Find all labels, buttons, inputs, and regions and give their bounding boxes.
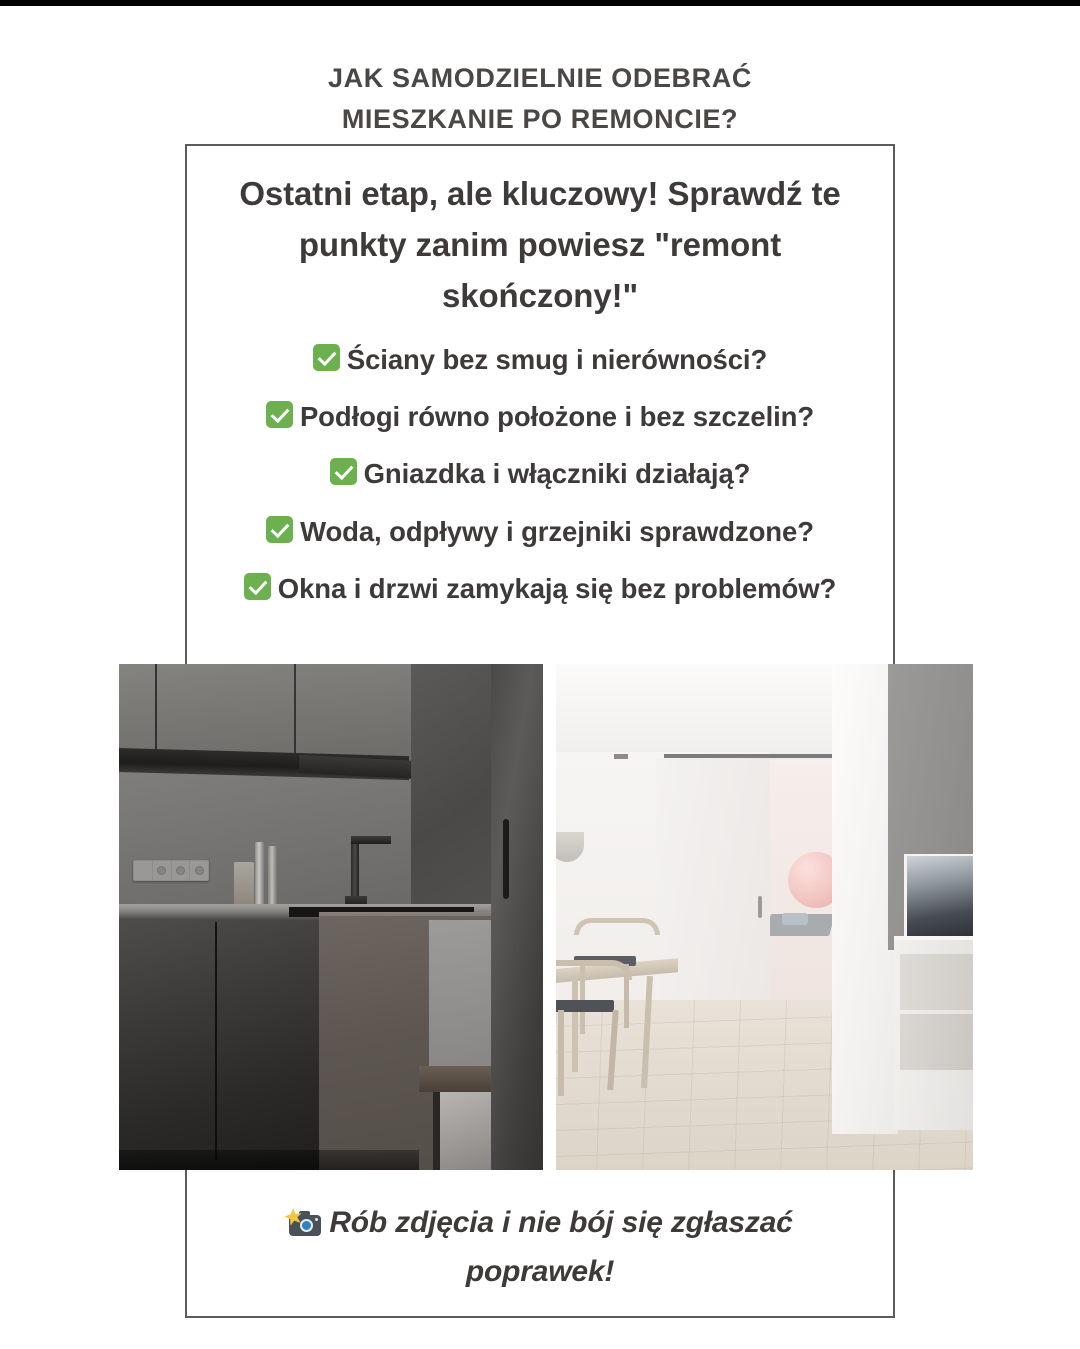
checklist-item [140,330,940,387]
kitchen-jar [234,862,254,908]
footer-line-1-text: Rób zdjęcia i nie bój się zgłaszać [329,1206,793,1239]
cabinet-seam [294,664,296,760]
dining-chair-back [574,918,660,935]
table-leg [433,1092,440,1170]
power-socket [172,861,190,880]
footer-line-1 [185,1198,895,1247]
photo-strip [119,664,973,1170]
checklist-item [140,502,940,559]
footer-note [185,1198,895,1296]
page-title [0,58,1080,140]
checklist-item [140,559,940,616]
page-title-line-1: JAK SAMODZIELNIE ODEBRAĆ [328,63,752,93]
checklist-item [140,387,940,444]
checklist-item-label: Ściany bez smug i nierówności? [346,344,768,376]
power-socket [153,861,171,880]
light-switch [134,861,152,880]
checklist-item-label: Gniazdka i włączniki działają? [363,458,751,490]
lead-line-1: Ostatni etap, ale kluczowy! Sprawdź te [239,175,841,212]
kitchen-lower-cabinets [119,920,319,1170]
door-handle [758,896,762,918]
page-title-line-2: MIESZKANIE PO REMONCIE? [341,104,739,134]
chair-leg [558,1010,564,1096]
dining-chair-seat [556,1000,614,1012]
checklist [140,330,940,616]
cabinet-seam [215,922,217,1160]
check-mark-button-icon [244,573,271,600]
pepper-grinder [255,842,264,908]
bottom-letterbox-bar [0,1345,1080,1349]
toys-on-rug [782,913,808,925]
checklist-item-label: Woda, odpływy i grzejniki sprawdzone? [300,515,814,547]
cabinet-seam [155,664,157,756]
footer-line-2: poprawek! [465,1255,615,1288]
hallway-photo [556,664,973,1170]
top-letterbox-bar [0,0,1080,6]
ceiling-shadow-gap [664,754,834,758]
lead-line-3: skończony!" [441,277,639,314]
kitchen-island-side-panel [429,920,497,1090]
dining-chair-back [556,960,632,980]
wall-sockets [133,860,209,881]
camera-with-flash-icon [287,1210,321,1236]
framed-artwork [904,854,973,938]
kitchen-photo [119,664,543,1170]
lead-line-2: punkty zanim powiesz "remont [298,226,782,263]
ceiling-track [614,754,628,759]
kitchen-faucet-column [351,842,359,904]
sideboard-drawer [900,954,973,1010]
check-mark-button-icon [330,458,357,485]
lead-paragraph [185,168,895,321]
power-socket [190,861,208,880]
kitchen-tall-cabinet [491,664,543,1170]
kitchen-faucet-spout [351,836,391,844]
check-mark-button-icon [266,516,293,543]
checklist-item [140,444,940,501]
cabinet-handle [503,819,509,899]
sideboard-drawer [900,1014,973,1070]
salt-grinder [268,846,277,908]
checklist-item-label: Okna i drzwi zamykają się bez problemów? [277,573,837,605]
checklist-item-label: Podłogi równo położone i bez szczelin? [299,401,815,433]
kitchen-floor-shadow [119,1150,419,1170]
check-mark-button-icon [266,401,293,428]
kitchen-upper-cabinets [119,664,419,759]
table-leg [572,976,578,1072]
kitchen-table-glass-panel [440,1092,491,1170]
check-mark-button-icon [313,344,340,371]
